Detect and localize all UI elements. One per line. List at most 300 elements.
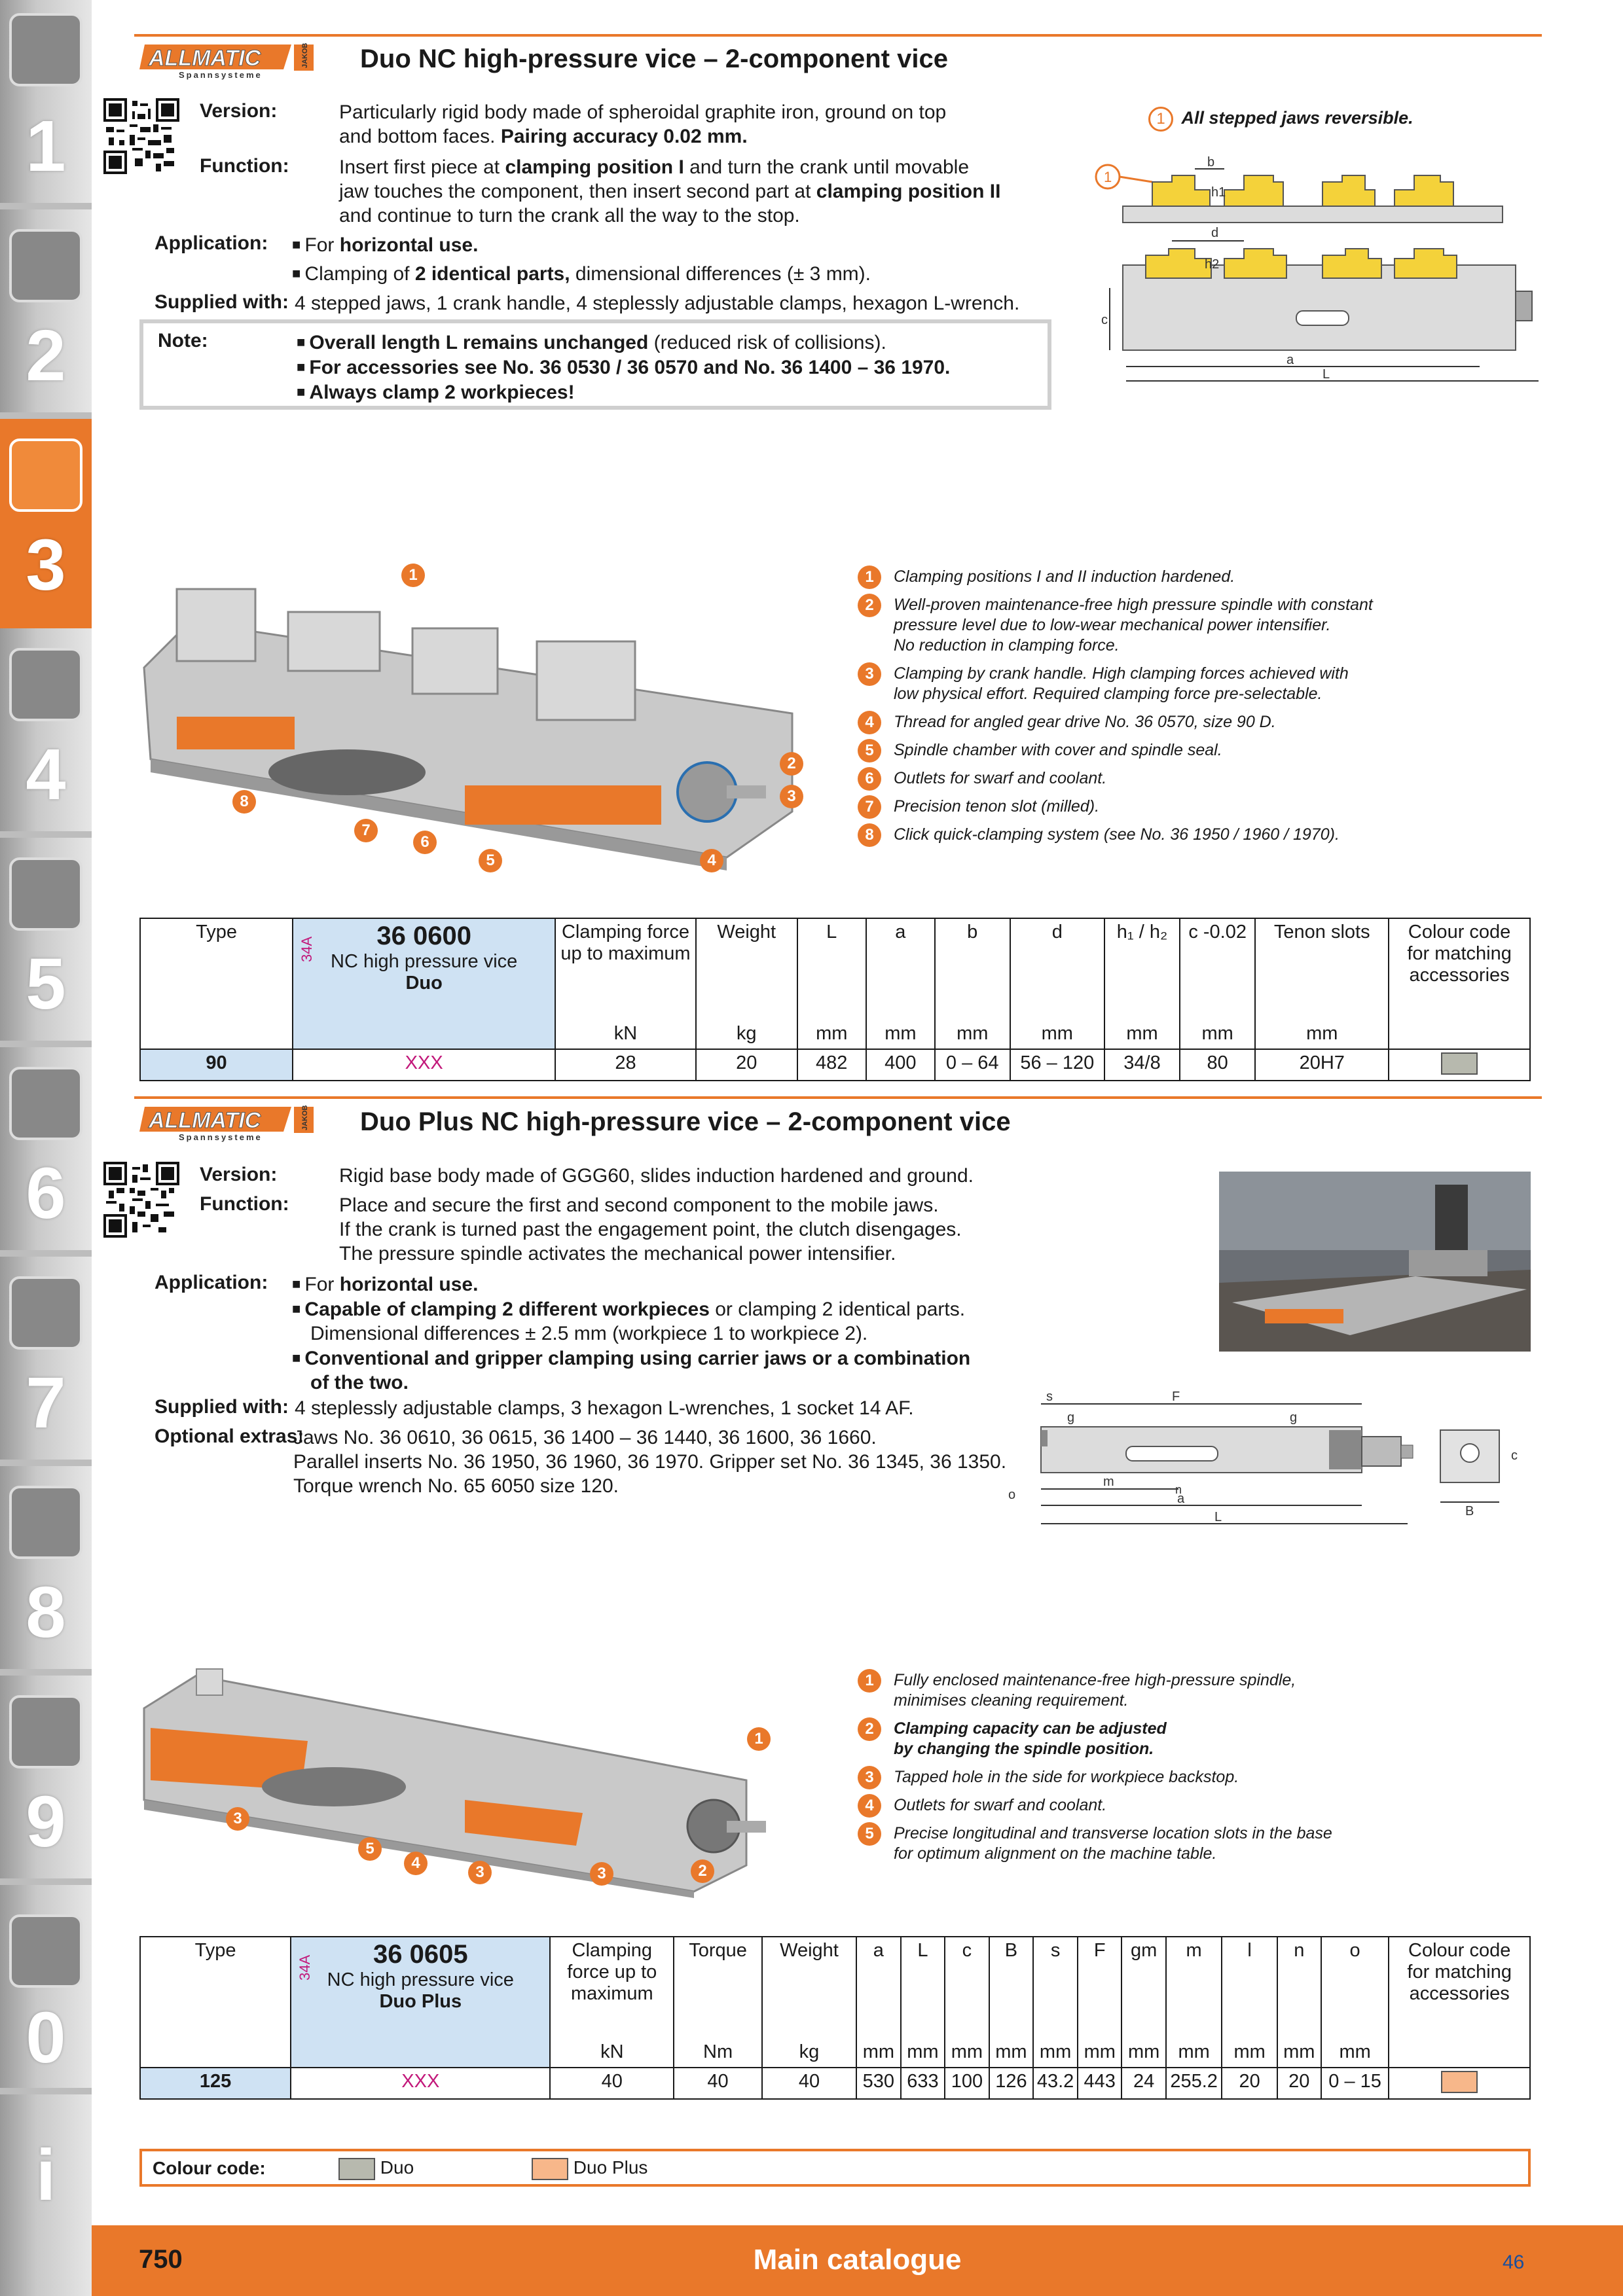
unit: kg (736, 1023, 757, 1044)
callout-text: Clamping positions I and II induction hardened. (894, 567, 1235, 586)
table-cell: 34/8 (1104, 1049, 1180, 1081)
callout-marker: 5 (858, 739, 881, 762)
text-line (297, 380, 1043, 404)
section-title: Duo Plus NC high-pressure vice – 2-component vice (360, 1107, 1011, 1136)
application-text (292, 1272, 1045, 1395)
col-header (762, 1937, 856, 2068)
text-span: clamping position I (505, 156, 684, 178)
chapter-number: 6 (26, 1153, 66, 1234)
unit: mm (995, 2041, 1027, 2062)
text-line: Dimensional differences ± 2.5 mm (workpiece 1 to workpiece 2). (310, 1323, 868, 1344)
col-header (901, 1937, 945, 2068)
text-span: dimensional differences (± 3 mm). (570, 263, 871, 285)
photo-marker: 2 (691, 1859, 714, 1883)
svg-text:ALLMATIC: ALLMATIC (149, 1108, 261, 1133)
table-row (140, 2068, 1530, 2099)
function-text (339, 1193, 1059, 1266)
svg-text:g: g (1067, 1410, 1075, 1425)
unit: mm (1041, 1023, 1073, 1044)
legend-label: Duo (380, 2157, 414, 2178)
text-line: The pressure spindle activates the mechanical power intensifier. (339, 1243, 896, 1265)
svg-text:B: B (1465, 1504, 1474, 1518)
table-cell: 40 (550, 2068, 674, 2099)
chapter-strip (0, 0, 92, 2296)
text-span: For (304, 234, 340, 256)
table-cell: 80 (1180, 1049, 1255, 1081)
svg-text:a: a (1286, 353, 1294, 367)
callout-text: pressure level due to low-wear mechanical power intensifier. (894, 616, 1331, 634)
callout-item (858, 1795, 1421, 1816)
article-cell (291, 1937, 550, 2068)
col-header-text: a (895, 922, 906, 942)
diagram-note-text: All stepped jaws reversible. (1181, 108, 1413, 128)
chapter-tab-8[interactable] (0, 1466, 92, 1676)
legend-item (338, 2157, 414, 2180)
supplied-text: 4 steplessly adjustable clamps, 3 hexagon L-wrenches, 1 socket 14 AF. (295, 1397, 914, 1419)
page-number-right: 46 (1503, 2251, 1525, 2273)
text-line (297, 330, 1043, 355)
page-number: 750 (139, 2245, 183, 2274)
saw-blade-icon (9, 857, 82, 931)
function-text (339, 155, 1059, 228)
product-variant: Duo Plus (379, 1991, 462, 2012)
col-header (1255, 918, 1389, 1049)
text-span: clamping position II (816, 181, 1001, 202)
callout-text: Outlets for swarf and coolant. (894, 1796, 1107, 1814)
product-variant: Duo (405, 973, 443, 994)
version-text: Rigid base body made of GGG60, slides induction hardened and ground. (339, 1165, 974, 1187)
svg-text:n: n (1175, 1483, 1182, 1496)
col-header-text: Tenon slots (1273, 922, 1370, 942)
type-header: Type (140, 1937, 291, 2068)
text-span: or clamping 2 identical parts. (709, 1299, 966, 1320)
text-span: horizontal use. (339, 1274, 479, 1295)
drill-icon (9, 13, 82, 86)
svg-text:F: F (1172, 1390, 1180, 1404)
chapter-tab-0[interactable] (0, 1885, 92, 2094)
svg-text:m: m (1103, 1475, 1114, 1489)
colour-cell (1389, 1049, 1530, 1081)
unit: mm (1283, 2041, 1315, 2062)
col-header (1389, 918, 1530, 1049)
text-span: Capable of clamping 2 different workpieces (304, 1299, 710, 1320)
callout-list (858, 1670, 1421, 1872)
svg-text:ALLMATIC: ALLMATIC (149, 46, 261, 71)
col-header (1104, 918, 1180, 1049)
unit: kN (613, 1023, 638, 1044)
function-label: Function: (200, 155, 289, 177)
callout-text: minimises cleaning requirement. (894, 1691, 1129, 1710)
col-header (1033, 1937, 1078, 2068)
photo-marker: 3 (468, 1861, 492, 1884)
application-text (292, 232, 1078, 286)
chapter-number: 0 (26, 1998, 66, 2078)
version-text (339, 100, 1059, 149)
supplied-text: 4 stepped jaws, 1 crank handle, 4 steplessly adjustable clamps, hexagon L-wrench. (295, 293, 1020, 314)
col-header-text: n (1294, 1940, 1305, 1961)
article-cell (293, 918, 555, 1049)
unit: mm (1127, 2041, 1160, 2062)
table-cell: 100 (945, 2068, 989, 2099)
svg-text:Spannsysteme: Spannsysteme (179, 70, 263, 80)
chapter-number: 5 (26, 944, 66, 1024)
chapter-tab-6[interactable] (0, 1047, 92, 1257)
legend-label: Duo Plus (573, 2157, 648, 2178)
unit: mm (1306, 1023, 1338, 1044)
photo-marker: 1 (747, 1727, 771, 1751)
unit: mm (957, 1023, 989, 1044)
col-header-text: a (873, 1940, 884, 1961)
page-footer (92, 2225, 1623, 2296)
duo-plus-dimension-diagram (1008, 1381, 1532, 1538)
callout-marker: 3 (858, 1766, 881, 1789)
duo-plus-vice-photo (137, 1649, 792, 1898)
callout-text: by changing the spindle position. (894, 1740, 1154, 1758)
table-cell: 20 (1277, 2068, 1321, 2099)
text-line: Torque wrench No. 65 6050 size 120. (293, 1475, 619, 1497)
chapter-tab-9[interactable] (0, 1676, 92, 1885)
svg-text:L: L (1322, 367, 1330, 382)
chapter-tab-4[interactable] (0, 628, 92, 838)
table-cell: 24 (1122, 2068, 1165, 2099)
chapter-tab-5[interactable] (0, 838, 92, 1047)
photo-marker: 6 (413, 831, 437, 854)
callout-text: low physical effort. Required clamping force pre-selectable. (894, 685, 1322, 703)
callout-item (858, 797, 1421, 817)
qr-code[interactable] (103, 98, 179, 174)
chapter-number: 2 (26, 315, 66, 396)
unit: mm (1084, 2041, 1116, 2062)
type-header: Type (140, 918, 293, 1049)
chapter-tab-2[interactable] (0, 209, 92, 419)
article-number: 36 0600 (376, 922, 471, 950)
col-header-text: s (1050, 1940, 1061, 1961)
col-header-text: Weight (780, 1940, 839, 1961)
text-line: Place and secure the first and second component to the mobile jaws. (339, 1194, 939, 1216)
photo-marker: 1 (401, 564, 425, 587)
section-rule (134, 1096, 1542, 1099)
article-cell-value: XXX (293, 1049, 555, 1081)
col-header-text: B (1004, 1940, 1018, 1961)
callout-text: Outlets for swarf and coolant. (894, 769, 1107, 787)
table-header-row (140, 918, 1530, 1049)
text-line: Parallel inserts No. 36 1950, 36 1960, 36 1970. Gripper set No. 36 1345, 36 1350. (293, 1451, 1007, 1473)
col-header-text: L (917, 1940, 928, 1961)
callout-item (858, 595, 1421, 656)
photo-marker: 3 (226, 1807, 249, 1831)
supplied-label: Supplied with: (155, 291, 289, 313)
spec-table-duo (139, 918, 1531, 1081)
unit: mm (1201, 1023, 1233, 1044)
pliers-icon (9, 1276, 82, 1350)
callout-marker: 7 (858, 795, 881, 819)
unit: Nm (703, 2041, 733, 2062)
text-span: horizontal use. (339, 234, 479, 256)
callout-marker: 2 (858, 1717, 881, 1741)
svg-text:L: L (1214, 1510, 1222, 1524)
text-span: For accessories see No. 36 0530 / 36 0570 and No. 36 1400 – 36 1970. (309, 357, 951, 378)
photo-marker: 3 (780, 785, 803, 808)
photo-marker: 3 (590, 1862, 613, 1886)
supplied-label: Supplied with: (155, 1396, 289, 1418)
colour-swatch (532, 2158, 568, 2180)
wrench-icon (9, 1067, 82, 1140)
callout-text: Clamping capacity can be adjusted (894, 1719, 1167, 1738)
table-cell: 43.2 (1033, 2068, 1078, 2099)
text-span: Always clamp 2 workpieces! (309, 382, 575, 403)
unit: kN (600, 2041, 624, 2062)
callout-text: Clamping by crank handle. High clamping forces achieved with (894, 664, 1349, 683)
allmatic-logo (139, 41, 316, 80)
callout-item (858, 567, 1421, 587)
col-header (1078, 1937, 1122, 2068)
col-header (1222, 1937, 1277, 2068)
text-line (292, 1297, 1045, 1321)
section-rule (134, 34, 1542, 37)
col-header-text: d (1051, 922, 1063, 942)
chapter-number: 3 (26, 525, 66, 605)
unit: mm (1039, 2041, 1072, 2062)
unit: mm (862, 2041, 895, 2062)
article-cell-value: XXX (291, 2068, 550, 2099)
callout-item (858, 740, 1421, 761)
note-label: Note: (158, 330, 208, 351)
text-span: Insert first piece at (339, 156, 505, 178)
unit: mm (951, 2041, 983, 2062)
table-cell: 0 – 64 (935, 1049, 1010, 1081)
table-row (140, 1049, 1530, 1081)
col-header-text: o (1349, 1940, 1360, 1961)
caliper-icon (9, 648, 82, 721)
spec-table-duo-plus (139, 1936, 1531, 2100)
version-label: Version: (200, 1164, 278, 1185)
callout-marker: 3 (858, 662, 881, 686)
svg-text:g: g (1290, 1410, 1298, 1425)
col-header-text: h₁ / h₂ (1116, 922, 1168, 942)
callout-marker: 1 (858, 565, 881, 589)
col-header (1166, 1937, 1222, 2068)
colour-code-legend (139, 2149, 1531, 2187)
col-header (1180, 918, 1255, 1049)
text-line (339, 179, 1059, 204)
col-header (550, 1937, 674, 2068)
note-box (139, 319, 1051, 410)
allmatic-logo (139, 1103, 316, 1142)
col-header (945, 1937, 989, 2068)
callout-text: Fully enclosed maintenance-free high-pressure spindle, (894, 1671, 1296, 1689)
chapter-number: 7 (26, 1363, 66, 1443)
callout-marker: 5 (858, 1822, 881, 1846)
svg-text:a: a (1177, 1492, 1185, 1506)
col-header-text: Colour code for matching accessories (1407, 1940, 1512, 2004)
product-name: NC high pressure vice (327, 1969, 514, 1990)
text-span: Clamping of (304, 263, 415, 285)
unit: mm (1233, 2041, 1266, 2062)
callout-item (858, 1823, 1421, 1864)
text-line (297, 355, 1043, 380)
callout-text: for optimum alignment on the machine table. (894, 1844, 1217, 1863)
col-header-text: Clamping force up to maximum (560, 922, 691, 964)
col-header (1122, 1937, 1165, 2068)
footer-title: Main catalogue (753, 2244, 962, 2276)
unit: mm (884, 1023, 917, 1044)
category-code: 34A (297, 1954, 314, 1981)
callout-text: Tapped hole in the side for workpiece backstop. (894, 1768, 1239, 1786)
table-cell: 20H7 (1255, 1049, 1389, 1081)
photo-marker: 7 (354, 819, 378, 842)
col-header (866, 918, 935, 1049)
col-header-text: Weight (717, 922, 776, 942)
text-span: Conventional and gripper clamping using carrier jaws or a combination (304, 1348, 971, 1369)
colour-swatch (1441, 2071, 1478, 2093)
callout-marker: 1 (858, 1669, 881, 1693)
callout-text: Precision tenon slot (milled). (894, 797, 1100, 816)
table-header-row (140, 1937, 1530, 2068)
table-cell: 28 (555, 1049, 696, 1081)
text-line (292, 1272, 1045, 1297)
photo-marker: 4 (404, 1852, 428, 1875)
legend-item (532, 2157, 647, 2180)
optional-text (293, 1426, 1046, 1498)
article-number: 36 0605 (373, 1940, 468, 1969)
svg-text:c: c (1101, 313, 1108, 327)
machine-photo (1219, 1172, 1531, 1352)
svg-text:JAKOB: JAKOB (301, 1105, 309, 1130)
photo-marker: 8 (232, 790, 256, 814)
callout-text: Click quick-clamping system (see No. 36 1950 / 1960 / 1970). (894, 825, 1340, 844)
tool-set-icon (9, 1486, 82, 1559)
insert-icon (9, 229, 82, 302)
tool-cabinet-icon (9, 1695, 82, 1768)
text-span: (reduced risk of collisions). (648, 332, 886, 353)
svg-text:h2: h2 (1205, 257, 1220, 272)
col-header-text: c -0.02 (1188, 922, 1247, 942)
note-text (297, 330, 1043, 404)
chapter-tab-3[interactable] (0, 419, 92, 628)
col-header (1277, 1937, 1321, 2068)
product-name: NC high pressure vice (331, 951, 518, 972)
table-cell: 443 (1078, 2068, 1122, 2099)
table-cell: 400 (866, 1049, 935, 1081)
vice-dimension-diagram (1087, 144, 1545, 399)
svg-text:JAKOB: JAKOB (301, 43, 309, 68)
col-header-text: c (962, 1940, 972, 1961)
col-header (797, 918, 866, 1049)
callout-list (858, 567, 1421, 853)
table-cell: 40 (762, 2068, 856, 2099)
callout-item (858, 768, 1421, 789)
col-header-text: F (1093, 1940, 1106, 1961)
col-header (856, 1937, 901, 2068)
callout-item (858, 1767, 1421, 1787)
callout-text: Thread for angled gear drive No. 36 0570, size 90 D. (894, 713, 1276, 731)
text-line (339, 124, 1059, 149)
pairing-accuracy: Pairing accuracy 0.02 mm. (500, 126, 748, 147)
photo-marker: 2 (780, 752, 803, 776)
col-header-text: Colour code for matching accessories (1407, 922, 1512, 986)
chuck-icon (9, 439, 82, 512)
chapter-tab-1[interactable] (0, 0, 92, 209)
callout-item (858, 712, 1421, 732)
table-cell: 255.2 (1166, 2068, 1222, 2099)
callout-marker: 2 (858, 594, 881, 617)
text-line (292, 261, 1078, 286)
photo-marker: 5 (479, 849, 502, 872)
svg-text:Spannsysteme: Spannsysteme (179, 1132, 263, 1142)
text-line (292, 232, 1078, 257)
callout-text: Well-proven maintenance-free high pressure spindle with constant (894, 596, 1373, 614)
chapter-tab-7[interactable] (0, 1257, 92, 1466)
diagram-note (1148, 107, 1413, 132)
table-cell: 20 (696, 1049, 797, 1081)
callout-item (858, 1719, 1421, 1759)
callout-marker: 4 (858, 1794, 881, 1818)
text-line: If the crank is turned past the engagement point, the clutch disengages. (339, 1219, 962, 1240)
table-cell: 40 (674, 2068, 762, 2099)
text-span: and bottom faces. (339, 126, 501, 147)
function-label: Function: (200, 1193, 289, 1215)
text-line (292, 1346, 1045, 1371)
callout-item (858, 664, 1421, 704)
text-span: 2 identical parts, (414, 263, 570, 285)
text-span: Overall length L remains unchanged (309, 332, 649, 353)
callout-marker: 1 (1148, 107, 1173, 132)
svg-text:o: o (1008, 1488, 1016, 1502)
chapter-number: 8 (26, 1572, 66, 1653)
version-label: Version: (200, 100, 278, 122)
text-line (339, 155, 1059, 179)
col-header (935, 918, 1010, 1049)
safety-glasses-icon (9, 1914, 82, 1988)
photo-marker: 5 (358, 1837, 382, 1861)
svg-text:s: s (1046, 1390, 1053, 1404)
application-label: Application: (155, 1272, 268, 1293)
application-label: Application: (155, 232, 268, 254)
colour-swatch (338, 2158, 375, 2180)
callout-marker: 4 (858, 711, 881, 734)
callout-marker: 8 (858, 823, 881, 847)
duo-vice-photo (137, 563, 845, 877)
col-header-text: Torque (689, 1940, 747, 1961)
unit: mm (816, 1023, 848, 1044)
table-cell: 482 (797, 1049, 866, 1081)
qr-code[interactable] (103, 1162, 179, 1238)
col-header (989, 1937, 1034, 2068)
svg-text:h1: h1 (1211, 185, 1226, 200)
chapter-number: 1 (26, 106, 66, 187)
col-header (1010, 918, 1104, 1049)
text-line: and continue to turn the crank all the way to the stop. (339, 205, 800, 226)
photo-marker: 4 (700, 849, 723, 872)
chapter-number: 4 (26, 734, 66, 815)
callout-text: Spindle chamber with cover and spindle seal. (894, 741, 1222, 759)
col-header (1389, 1937, 1530, 2068)
category-code: 34A (299, 936, 316, 962)
table-cell: 633 (901, 2068, 945, 2099)
col-header-text: l (1247, 1940, 1252, 1961)
chapter-tab-info[interactable] (0, 2094, 92, 2225)
table-cell: 56 – 120 (1010, 1049, 1104, 1081)
col-header-text: gm (1130, 1940, 1158, 1961)
text-span: For (304, 1274, 340, 1295)
unit: mm (1339, 2041, 1371, 2062)
optional-label: Optional extras: (155, 1426, 304, 1447)
table-cell: 20 (1222, 2068, 1277, 2099)
callout-item (858, 1670, 1421, 1711)
col-header (696, 918, 797, 1049)
unit: mm (1178, 2041, 1210, 2062)
colour-code-label: Colour code: (153, 2158, 266, 2178)
